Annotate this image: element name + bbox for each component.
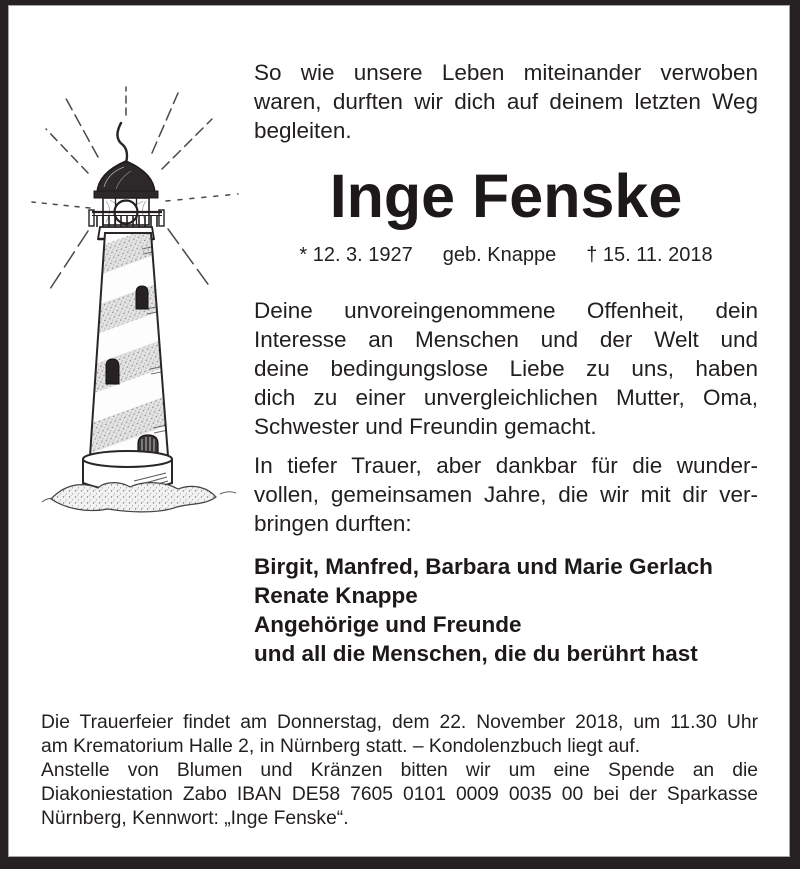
text-line: deine bedingungslose Liebe zu uns, haben (254, 356, 758, 381)
maiden-name: geb. Knappe (442, 244, 557, 266)
donation-details (41, 759, 758, 831)
ground (42, 483, 236, 512)
text-line: waren, durften wir dich auf deinem letzten Weg (254, 89, 758, 114)
text-line: bringen durften: (254, 511, 412, 536)
text-line: Interesse an Menschen und der Welt und (254, 327, 758, 352)
death-date: † 15. 11. 2018 (586, 244, 713, 266)
lighthouse-dome (94, 161, 158, 198)
text-line: und all die Menschen, die du berührt hast (254, 641, 698, 666)
text-line: Anstelle von Blumen und Kränzen bitten wir um eine Spende an die (41, 760, 758, 781)
text-line: So wie unsere Leben miteinander verwoben (254, 60, 758, 85)
opening-paragraph (254, 58, 758, 145)
vital-dates (254, 243, 758, 267)
birth-date: * 12. 3. 1927 (299, 244, 413, 266)
deceased-name: Inge Fenske (329, 162, 683, 230)
tower-window-icon (136, 286, 148, 309)
text-line: Die Trauerfeier findet am Donnerstag, dem 22. November 2018, um 11.30 Uhr (41, 712, 758, 733)
lighthouse-illustration (26, 81, 251, 546)
text-line: begleiten. (254, 118, 352, 143)
death-notice-page (8, 5, 790, 857)
finial-icon (117, 123, 127, 163)
text-line: In tiefer Trauer, aber dankbar für die wunder- (254, 453, 758, 478)
text-line: Renate Knappe (254, 583, 418, 608)
text-line: am Krematorium Halle 2, in Nürnberg statt. – Kondolenzbuch liegt auf. (41, 736, 641, 757)
text-line: Nürnberg, Kennwort: „Inge Fenske“. (41, 808, 349, 829)
funeral-details (41, 711, 758, 759)
text-line: dich zu einer unvergleichlichen Mutter, Oma, (254, 385, 758, 410)
text-line: vollen, gemeinsamen Jahre, die wir mit dir ver- (254, 482, 758, 507)
tribute-paragraph (254, 296, 758, 441)
mourners-list (254, 552, 758, 668)
service-details (41, 711, 758, 831)
text-line: Angehörige und Freunde (254, 612, 522, 637)
gratitude-paragraph (254, 451, 758, 538)
text-line: Schwester und Freundin gemacht. (254, 414, 597, 439)
text-line: Diakoniestation Zabo IBAN DE58 7605 0101 0009 0035 00 bei der Sparkasse (41, 784, 758, 805)
tower-window-icon (106, 359, 119, 384)
text-line: Deine unvoreingenommene Offenheit, dein (254, 298, 758, 323)
text-line: Birgit, Manfred, Barbara und Marie Gerlach (254, 554, 713, 579)
